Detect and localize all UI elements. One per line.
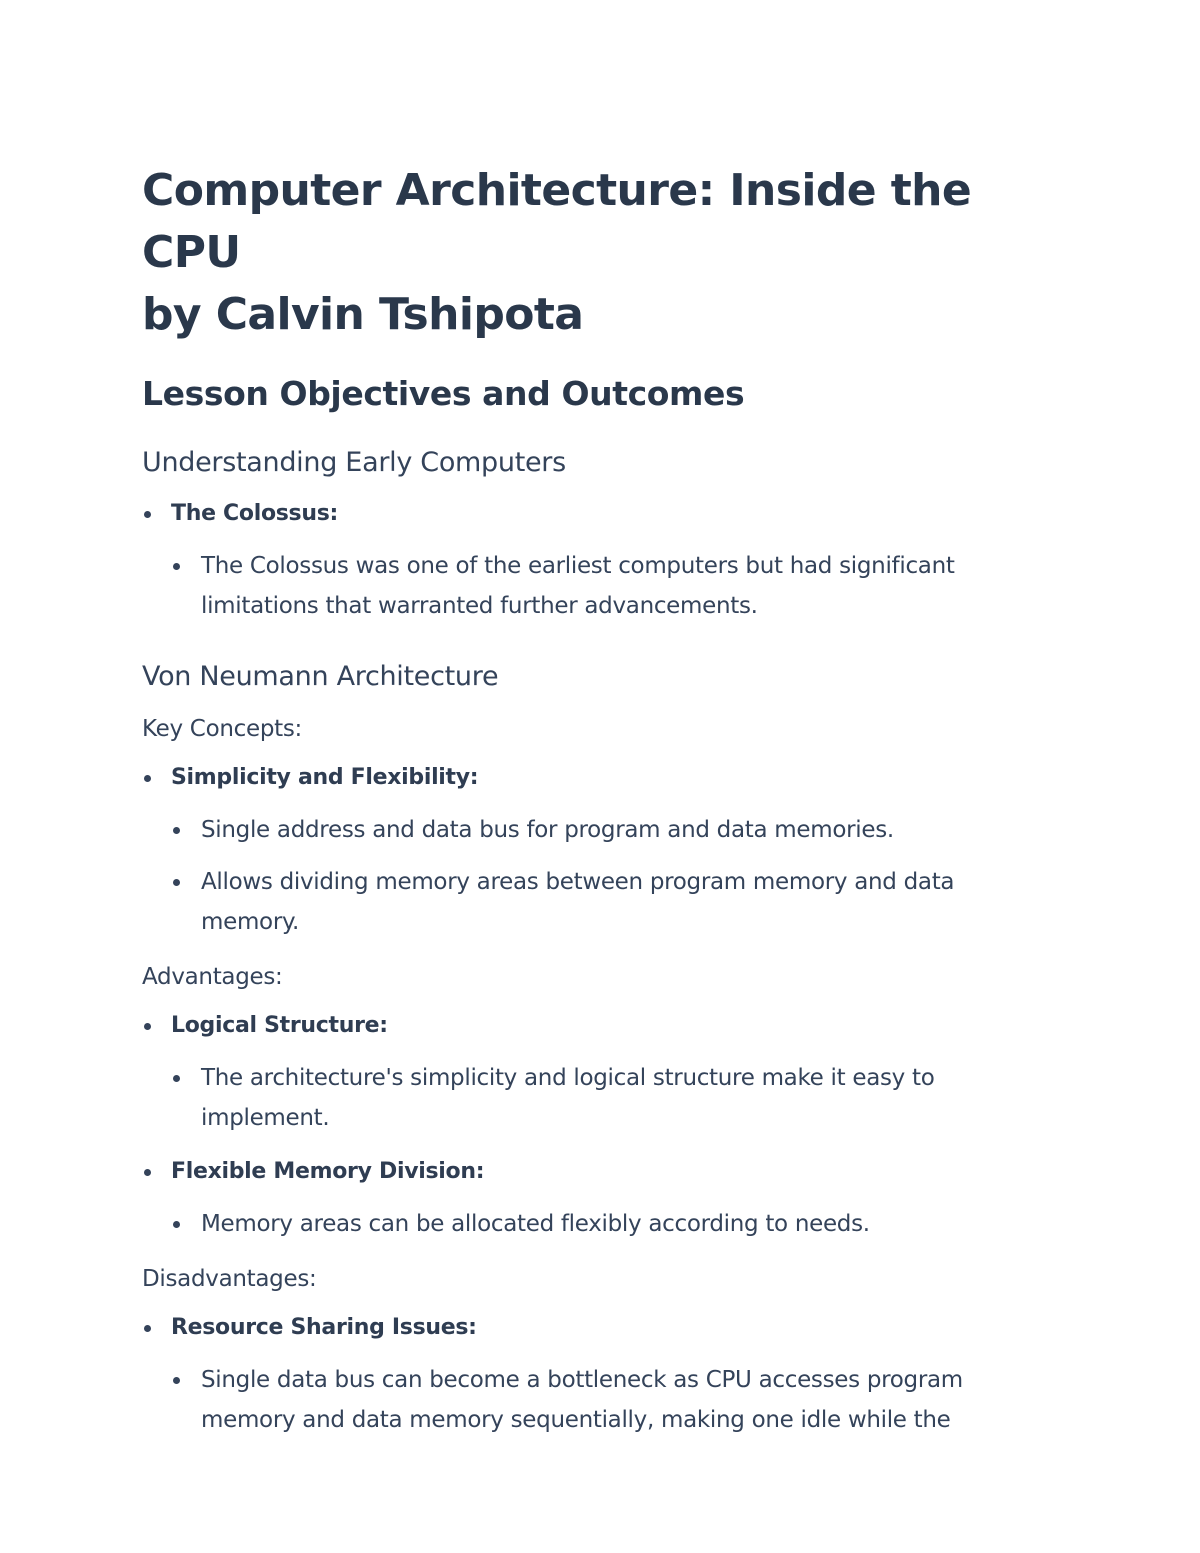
sub-list-item <box>171 810 1052 850</box>
disadvantages-label: Disadvantages: <box>142 1266 317 1292</box>
advantages-label: Advantages: <box>142 964 283 990</box>
sub-list-item-text: The architecture's simplicity and logical structure make it easy to implement. <box>201 1065 935 1131</box>
list-item-label: Flexible Memory Division: <box>171 1159 485 1184</box>
key-concepts-list <box>142 758 1052 942</box>
list-item-label: Resource Sharing Issues: <box>171 1315 477 1340</box>
list-item <box>142 1308 1052 1440</box>
sub-list-item <box>171 1058 1052 1138</box>
list-item <box>142 494 1052 626</box>
bullet-icon <box>173 563 180 570</box>
sub-list <box>171 1058 1052 1138</box>
sub-list-item-text: Single address and data bus for program and data memories. <box>201 817 894 843</box>
sub-list-item <box>171 862 1052 942</box>
bullet-icon <box>173 1377 180 1384</box>
sub-list-item-text: Memory areas can be allocated flexibly according to needs. <box>201 1211 870 1237</box>
sub-list <box>171 810 1052 942</box>
list-item <box>142 758 1052 942</box>
key-concepts-label: Key Concepts: <box>142 716 302 742</box>
sub-list-item <box>171 1360 1052 1440</box>
bullet-icon <box>173 827 180 834</box>
von-neumann-heading: Von Neumann Architecture <box>142 661 499 692</box>
sub-list <box>171 1204 1052 1244</box>
list-item <box>142 1006 1052 1138</box>
bullet-icon <box>144 1023 151 1030</box>
list-item-label: The Colossus: <box>171 501 339 526</box>
title-line-2: by Calvin Tshipota <box>142 289 584 340</box>
bullet-icon <box>173 1075 180 1082</box>
list-item <box>142 1152 1052 1244</box>
bullet-icon <box>144 1325 151 1332</box>
list-item-label: Logical Structure: <box>171 1013 388 1038</box>
bullet-icon <box>173 879 180 886</box>
sub-list-item <box>171 546 1052 626</box>
sub-list <box>171 546 1052 626</box>
list-item-label: Simplicity and Flexibility: <box>171 765 479 790</box>
sub-list-item-text: Allows dividing memory areas between program memory and data memory. <box>201 869 955 935</box>
sub-list <box>171 1360 1052 1440</box>
bullet-icon <box>173 1221 180 1228</box>
section-heading: Lesson Objectives and Outcomes <box>142 374 745 413</box>
sub-list-item-text: The Colossus was one of the earliest computers but had significant limitations that warranted further advancements. <box>201 553 955 619</box>
advantages-list <box>142 1006 1052 1244</box>
bullet-icon <box>144 511 151 518</box>
disadvantages-list <box>142 1308 1052 1440</box>
bullet-icon <box>144 775 151 782</box>
early-computers-heading: Understanding Early Computers <box>142 447 566 478</box>
document-page <box>142 160 1052 1440</box>
bullet-icon <box>144 1169 151 1176</box>
document-title <box>142 160 1052 346</box>
sub-list-item <box>171 1204 1052 1244</box>
title-line-1: Computer Architecture: Inside the CPU <box>142 165 972 278</box>
early-computers-list <box>142 494 1052 626</box>
sub-list-item-text: Single data bus can become a bottleneck as CPU accesses program memory and data memory sequentially, making one idle while the <box>201 1367 963 1433</box>
